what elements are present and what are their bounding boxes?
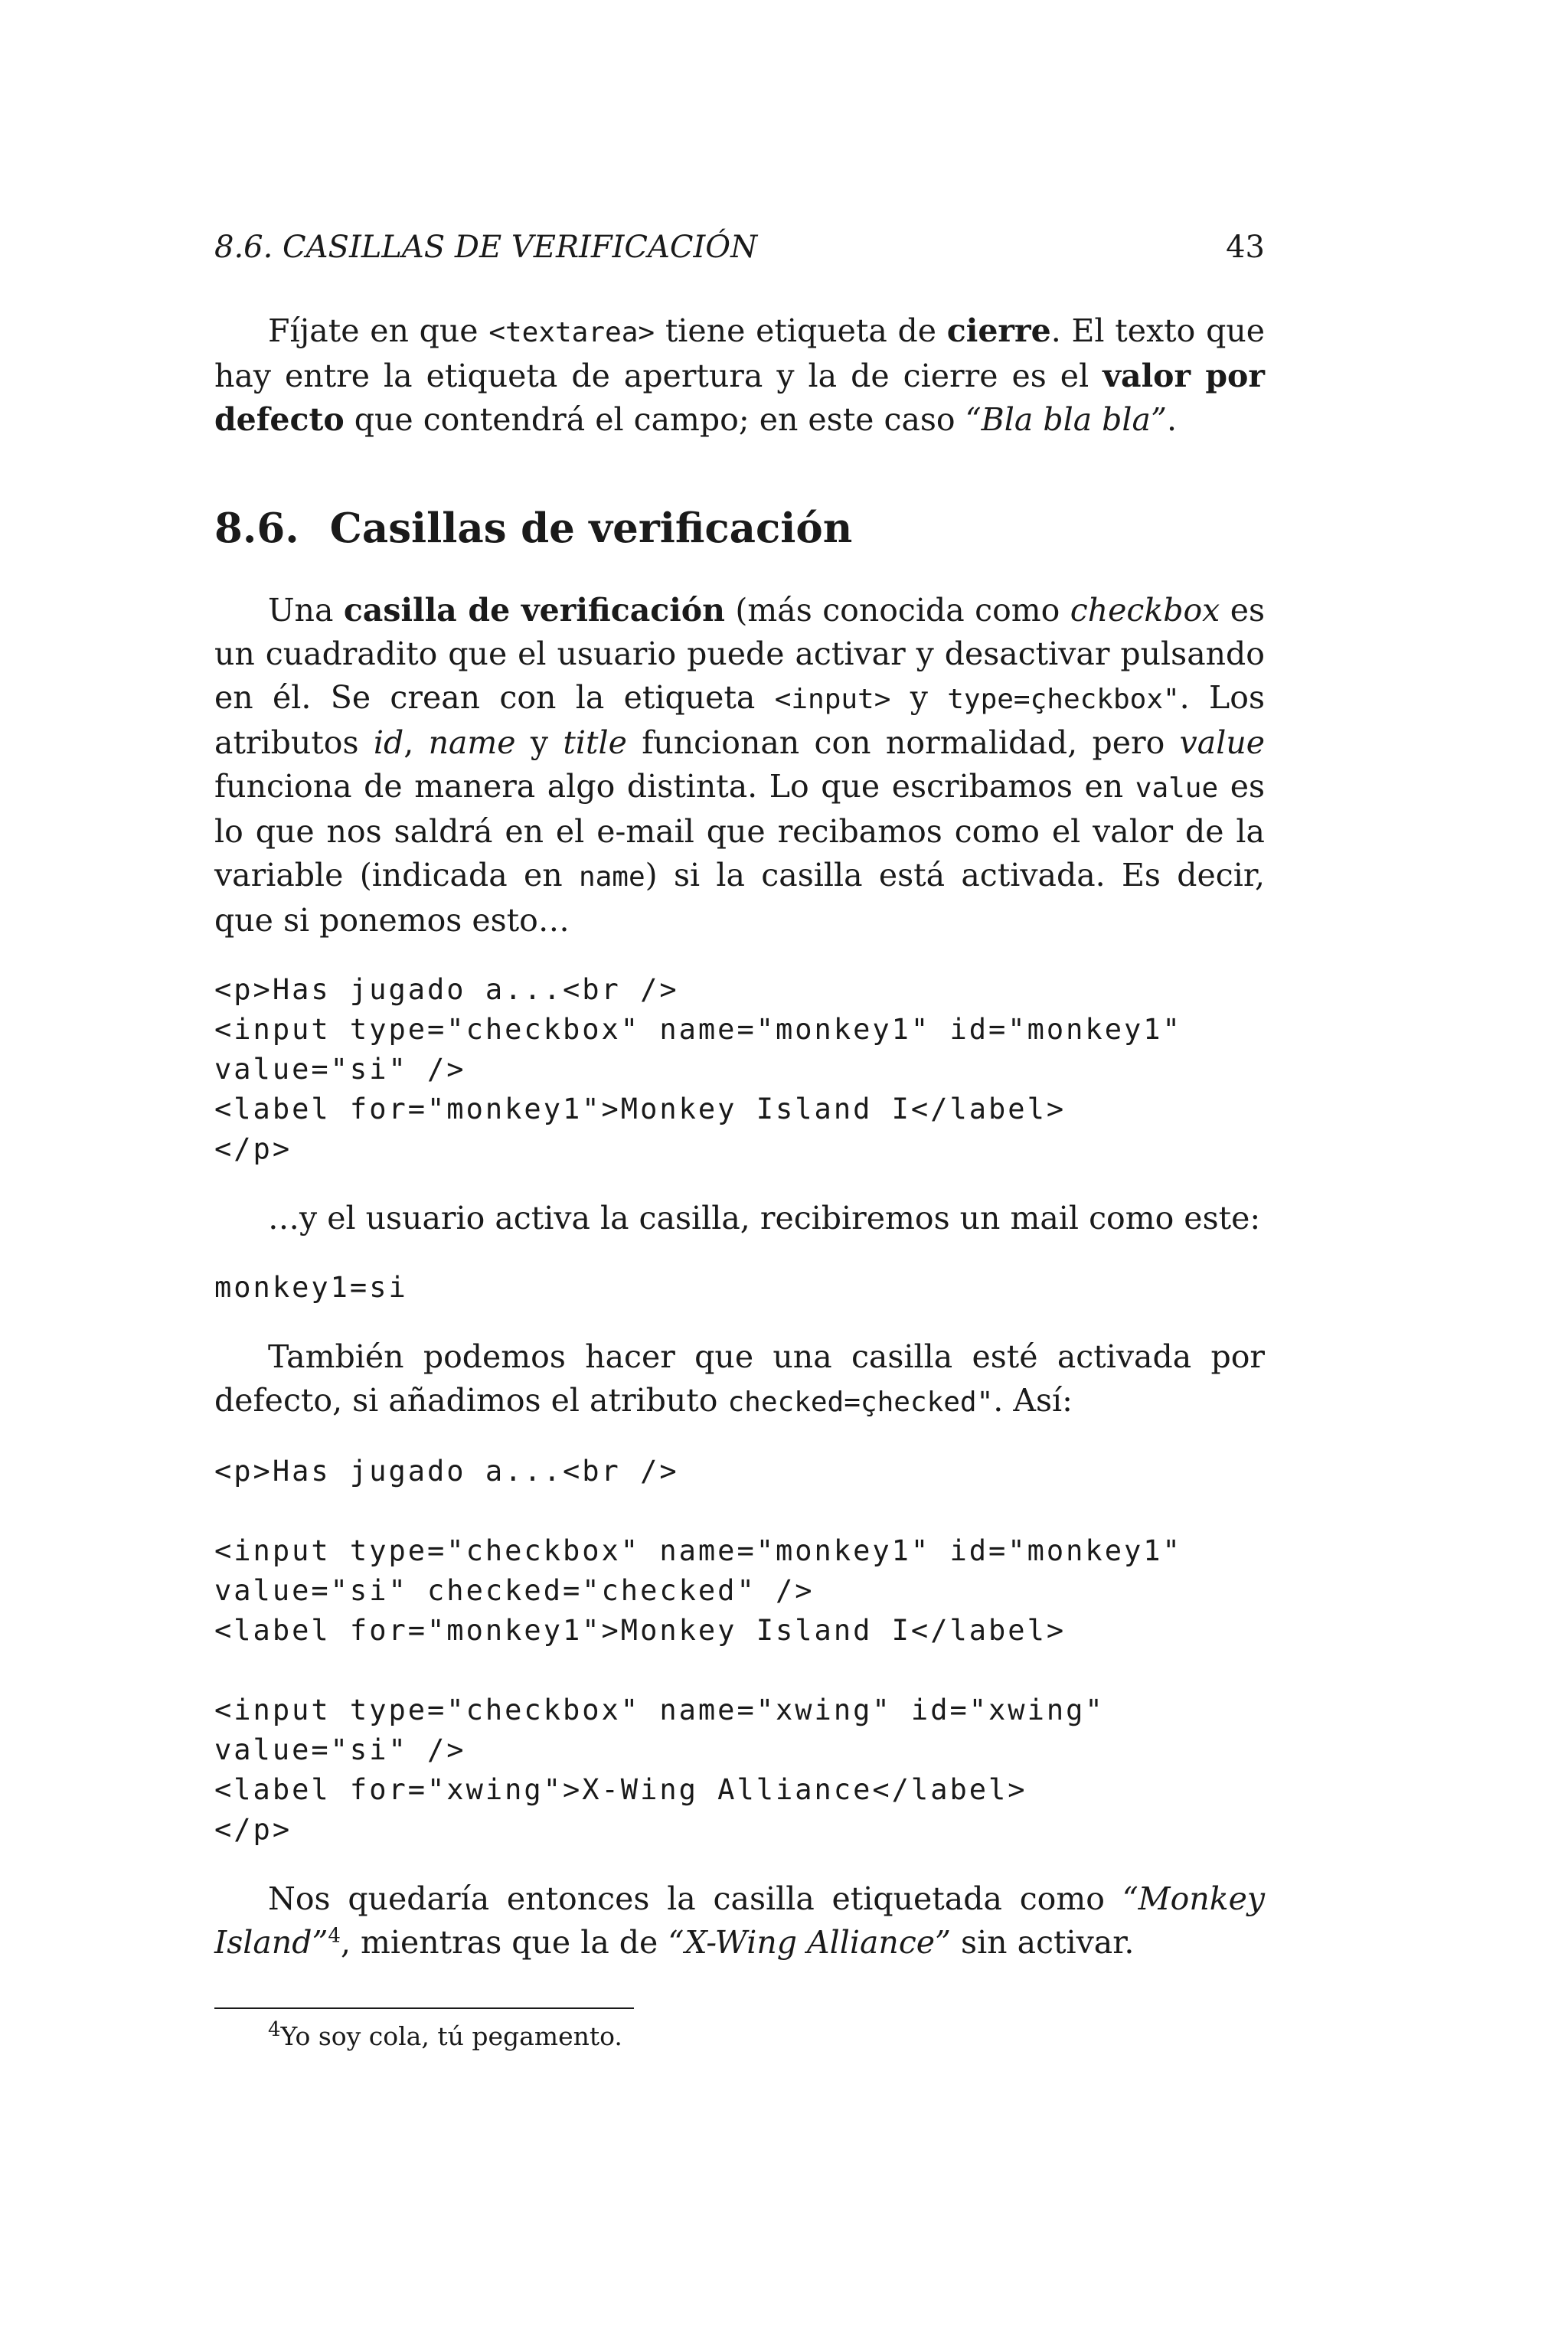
inline-code: <textarea>: [488, 317, 655, 348]
italic-text: “Bla bla bla”: [965, 401, 1167, 438]
code-line: <label for="xwing">X-Wing Alliance</label>: [214, 1773, 1027, 1806]
footnote-reference: 4: [328, 1924, 341, 1948]
bold-text: casilla de verificación: [343, 592, 725, 629]
code-line: <p>Has jugado a...<br />: [214, 1455, 679, 1488]
text: y: [890, 679, 948, 716]
text: También podemos hacer que una casilla esté activada por defecto, si añadimos el atributo: [214, 1338, 1265, 1419]
inline-code: checked=çhecked": [727, 1387, 994, 1418]
book-page: [214, 230, 1265, 2053]
code-line: </p>: [214, 1813, 292, 1846]
text: (más conocida como: [724, 592, 1070, 629]
code-line: <label for="monkey1">Monkey Island I</label>: [214, 1093, 1067, 1125]
text: Nos quedaría entonces la casilla etiquetada como: [268, 1880, 1122, 1917]
code-line: value="si" />: [214, 1053, 466, 1086]
text: Fíjate en que: [268, 312, 489, 349]
section-heading: [214, 505, 1265, 552]
checked-default-paragraph: [214, 1335, 1265, 1424]
text: , mientras que la de: [340, 1924, 668, 1961]
text: y: [515, 724, 564, 761]
italic-text: title: [563, 724, 627, 761]
section-title: Casillas de verificación: [329, 505, 853, 552]
code-line: <input type="checkbox" name="xwing" id="xwing": [214, 1694, 1105, 1726]
code-line: value="si" />: [214, 1733, 466, 1766]
running-header: [214, 230, 1265, 265]
text: . El texto que hay entre la etiqueta de apertura y la de cierre es el: [214, 312, 1265, 394]
italic-text: “X-Wing Alliance”: [668, 1924, 951, 1961]
inline-code: type=çheckbox": [947, 684, 1180, 715]
code-line: </p>: [214, 1132, 292, 1165]
inline-code: name: [578, 861, 645, 893]
bold-text: valor por defecto: [214, 358, 1265, 438]
code-block-2: [214, 1268, 1265, 1308]
code-line: <input type="checkbox" name="monkey1" id="monkey1": [214, 1013, 1182, 1046]
text: que contendrá el campo; en este caso: [344, 401, 965, 438]
text: . Así:: [993, 1382, 1073, 1419]
text: funcionan con normalidad, pero: [626, 724, 1180, 761]
mail-paragraph: …y el usuario activa la casilla, recibiremos un mail como este:: [268, 1200, 1261, 1236]
inline-code: value: [1135, 773, 1219, 804]
section-number: 8.6.: [214, 505, 299, 552]
text: sin activar.: [951, 1924, 1135, 1961]
text: . Los atributos: [214, 679, 1265, 761]
italic-text: name: [428, 724, 516, 761]
footnote: [214, 2020, 1265, 2053]
code-line: <p>Has jugado a...<br />: [214, 973, 679, 1006]
italic-text: “Monkey Island”: [214, 1880, 1265, 1961]
text: funciona de manera algo distinta. Lo que escribamos en: [214, 768, 1135, 805]
inline-code: <input>: [774, 684, 891, 715]
code-line: [214, 1491, 1265, 1531]
bold-text: cierre: [946, 312, 1051, 349]
code-line: <input type="checkbox" name="monkey1" id="monkey1": [214, 1534, 1182, 1567]
page-number: 43: [1226, 230, 1265, 265]
intro-paragraph: [214, 309, 1265, 442]
code-line: value="si" checked="checked" />: [214, 1574, 815, 1607]
code-line: <label for="monkey1">Monkey Island I</label>: [214, 1614, 1067, 1647]
code-line: [214, 1651, 1265, 1690]
text: tiene etiqueta de: [655, 312, 947, 349]
italic-text: id: [373, 724, 404, 761]
code-block-1: [214, 970, 1265, 1169]
text: Una: [268, 592, 344, 629]
text: .: [1166, 401, 1177, 438]
text: es un cuadradito que el usuario puede activar y desactivar pulsando en él. Se crean con la etiqueta: [214, 592, 1266, 716]
text: ) si la casilla está activada. Es decir, que si ponemos esto…: [214, 857, 1265, 939]
code-block-3: [214, 1452, 1265, 1850]
checkbox-description-paragraph: [214, 589, 1265, 942]
italic-text: checkbox: [1070, 592, 1220, 629]
text: es lo que nos saldrá en el e-mail que recibamos como el valor de la variable (indicada en: [214, 768, 1266, 893]
footnote-text: Yo soy cola, tú pegamento.: [280, 2021, 622, 2051]
italic-text: value: [1179, 724, 1265, 761]
header-section-title: 8.6. CASILLAS DE VERIFICACIÓN: [214, 230, 758, 265]
text: ,: [403, 724, 429, 761]
footnote-divider: [214, 2007, 634, 2009]
footnote-mark: 4: [268, 2018, 281, 2041]
code-line: monkey1=si: [214, 1271, 408, 1304]
result-paragraph: [214, 1877, 1265, 1965]
